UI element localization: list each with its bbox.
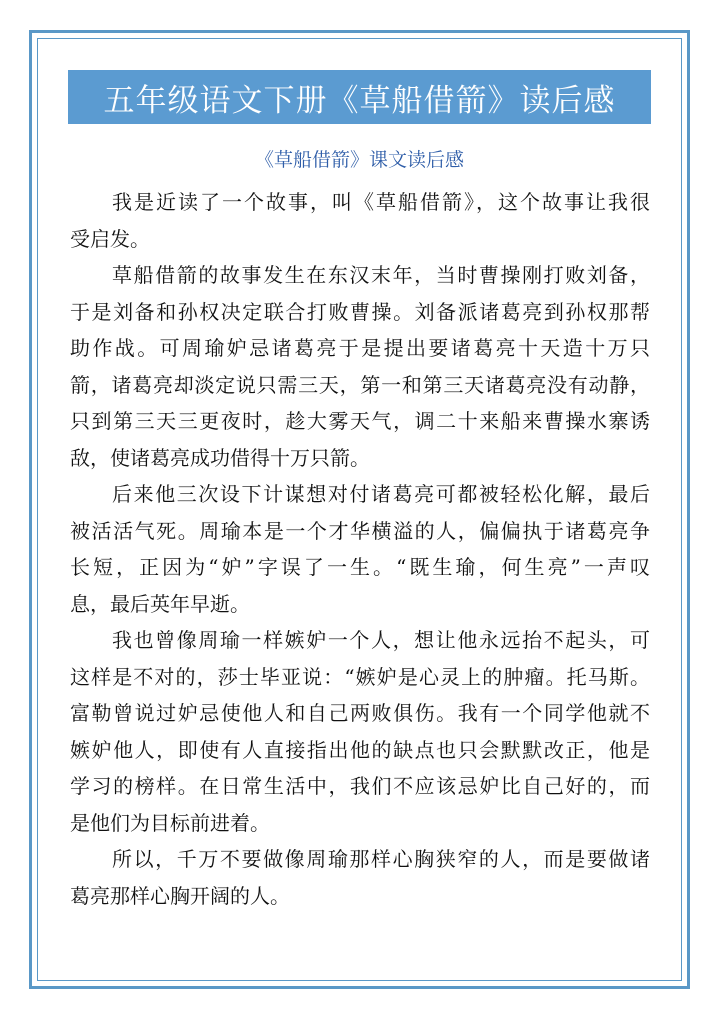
text-line: 于是刘备和孙权决定联合打败曹操。刘备派诸葛亮到孙权那帮 (70, 299, 650, 324)
text-line: 葛亮那样心胸开阔的人。 (70, 883, 290, 908)
text-line: 后来他三次设下计谋想对付诸葛亮可都被轻松化解，最后 (112, 482, 650, 506)
text-line: 嫉妒他人，即使有人直接指出他的缺点也只会默默改正，他是 (70, 737, 650, 762)
text-line: 我是近读了一个故事，叫《草船借箭》，这个故事让我很 (112, 190, 650, 214)
text-line: 敌，使诸葛亮成功借得十万只箭。 (70, 445, 370, 470)
text-line: 这样是不对的，莎士毕亚说：“嫉妒是心灵上的肿瘤。托马斯。 (70, 664, 650, 689)
article-body (70, 184, 650, 914)
title-banner (68, 70, 651, 124)
text-line: 草船借箭的故事发生在东汉末年，当时曹操刚打败刘备， (112, 263, 650, 287)
text-line: 息，最后英年早逝。 (70, 591, 250, 616)
text-line: 学习的榜样。在日常生活中，我们不应该忌妒比自己好的，而 (70, 774, 650, 798)
paragraph-4 (70, 622, 650, 841)
paragraph-2 (70, 257, 650, 476)
paragraph-1 (70, 184, 650, 257)
text-line: 我也曾像周瑜一样嫉妒一个人，想让他永远抬不起头，可 (112, 628, 650, 652)
paragraph-5 (70, 841, 650, 914)
text-line: 长短，正因为“妒”字误了一生。“既生瑜，何生亮”一声叹 (70, 555, 650, 579)
paragraph-3 (70, 476, 650, 622)
text-line: 助作战。可周瑜妒忌诸葛亮于是提出要诸葛亮十天造十万只 (70, 336, 650, 360)
text-line: 受启发。 (70, 226, 150, 251)
text-line: 所以，千万不要做像周瑜那样心胸狭窄的人，而是要做诸 (112, 847, 650, 871)
text-line: 被活活气死。周瑜本是一个才华横溢的人，偏偏执于诸葛亮争 (70, 518, 650, 543)
page-title: 五年级语文下册《草船借箭》读后感 (103, 82, 616, 119)
text-line: 只到第三天三更夜时，趁大雾天气，调二十来船来曹操水寨诱 (70, 409, 650, 433)
subtitle: 《草船借箭》课文读后感 (254, 149, 464, 171)
text-line: 是他们为目标前进着。 (70, 810, 270, 835)
text-line: 富勒曾说过妒忌使他人和自己两败俱伤。我有一个同学他就不 (70, 701, 650, 725)
text-line: 箭，诸葛亮却淡定说只需三天，第一和第三天诸葛亮没有动静， (70, 372, 650, 397)
